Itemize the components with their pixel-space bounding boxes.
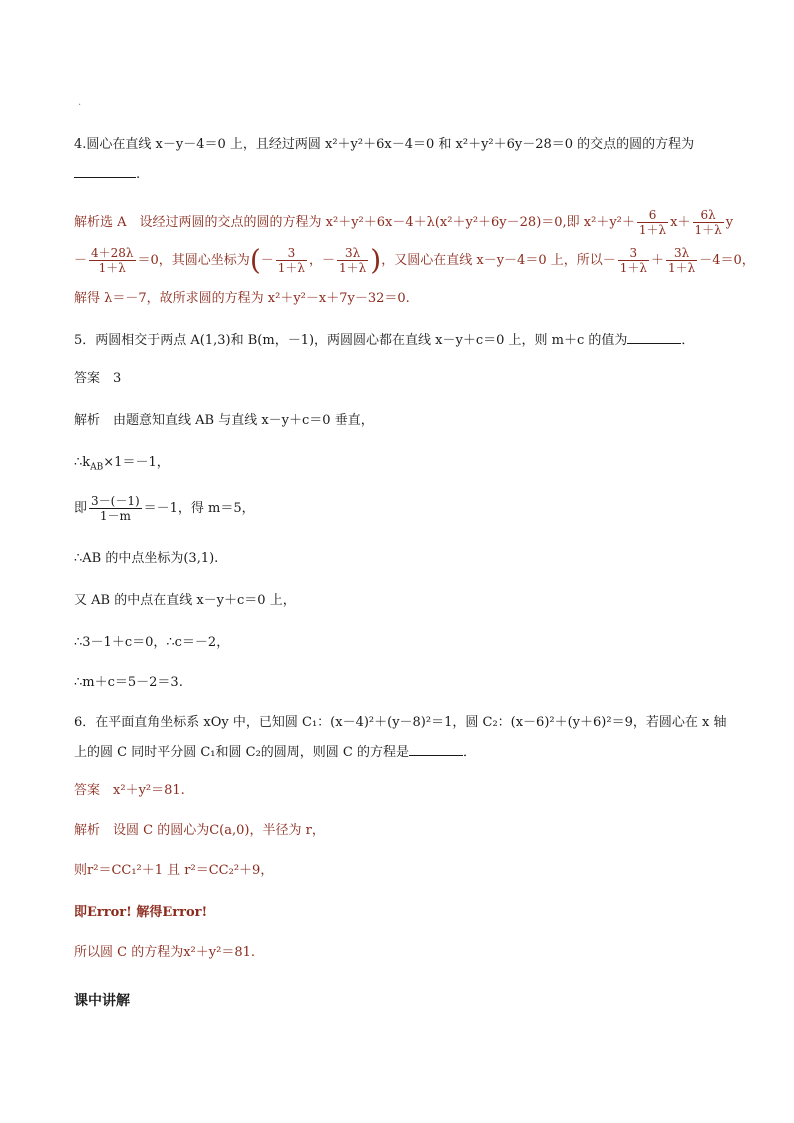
q6-answer-blank — [409, 742, 463, 756]
q4-solution-line1: 解析选 A 设经过两圆的交点的圆的方程为 x²＋y²＋6x－4＋λ(x²＋y²＋6y－28)＝0,即 x²＋y²＋ $\frac{6}{1+\lambda}$ x＋ $\frac{6\lambda}{1+\lambda}$ y — [74, 208, 734, 237]
q6-answer: 答案 x²＋y²＝81. — [74, 783, 185, 798]
fraction: $\frac{3\lambda}{1+\lambda}$ — [339, 246, 367, 275]
fraction: $\frac{6\lambda}{1+\lambda}$ — [694, 208, 722, 237]
fraction: $\frac{3}{1+\lambda}$ — [277, 246, 306, 275]
q5-solution-line3: 即 $\frac{3-(-1)}{1-m}$ ＝－1，得 m＝5， — [74, 494, 255, 523]
fraction: $\frac{4+28\lambda}{1+\lambda}$ — [91, 246, 134, 275]
q5-stem: 5．两圆相交于两点 A(1,3)和 B(m，－1)，两圆圆心都在直线 x－y＋c＝0 上，则 m＋c 的值为 ． — [74, 330, 694, 350]
q5-solution-line1: 解析 由题意知直线 AB 与直线 x－y＋c＝0 垂直， — [74, 413, 374, 428]
q4-solution-line3: 解得 λ＝－7，故所求圆的方程为 x²＋y²－x＋7y－32＝0. — [74, 291, 410, 306]
q5-solution-line7: ∴m＋c＝5－2＝3. — [74, 675, 183, 690]
q5-solution-line4: ∴AB 的中点坐标为(3,1). — [74, 551, 219, 566]
q5-solution-line5: 又 AB 的中点在直线 x－y＋c＝0 上， — [74, 593, 296, 608]
q4-answer-blank-line: . — [74, 164, 140, 184]
q5-answer: 答案 3 — [74, 371, 122, 386]
q5-answer-blank — [627, 330, 681, 344]
q6-solution-line4: 所以圆 C 的方程为x²＋y²＝81. — [74, 945, 255, 960]
section-heading: 课中讲解 — [74, 993, 130, 1009]
q5-solution-line2: $\therefore k_{AB}\times 1=-1$， — [74, 455, 170, 473]
q6-solution-line3: 即Error! 解得Error! — [74, 905, 208, 920]
q5-solution-line6: ∴3－1＋c＝0，∴c＝－2， — [74, 635, 230, 650]
q4-answer-blank — [74, 164, 136, 178]
q6-solution-line1: 解析 设圆 C 的圆心为C(a,0)，半径为 r， — [74, 823, 325, 838]
q4-solution-line2: － $\frac{4+28\lambda}{1+\lambda}$ ＝0，其圆心坐标为(－ $\frac{3}{1+\lambda}$ ，－ $\frac{3\lambda}{1+\lambda}$ )，又圆心在直线 x－y－4＝0 上，所以－ $\frac{3}{1+\lambda}$ ＋ $\frac{3\lambda}{1+\lambda}$ －4＝0， — [74, 243, 755, 277]
q4-stem: 4.圆心在直线 x－y－4＝0 上，且经过两圆 x²＋y²＋6x－4＝0 和 x²＋y²＋6y－28＝0 的交点的圆的方程为 — [74, 137, 695, 152]
q6-stem-line2: 上的圆 C 同时平分圆 C₁和圆 C₂的圆周，则圆 C 的方程是 ． — [74, 742, 476, 762]
q6-stem-line1: 6．在平面直角坐标系 xOy 中，已知圆 C₁：(x－4)²＋(y－8)²＝1，圆 C₂：(x－6)²＋(y＋6)²＝9，若圆心在 x 轴 — [74, 715, 727, 730]
fraction: $\frac{3\lambda}{1+\lambda}$ — [667, 246, 696, 275]
q6-solution-line2: 则r²＝CC₁²＋1 且 r²＝CC₂²＋9， — [74, 863, 274, 878]
fraction: $\frac{3}{1+\lambda}$ — [619, 246, 647, 275]
fraction: $\frac{6}{1+\lambda}$ — [638, 208, 667, 237]
fraction: $\frac{3-(-1)}{1-m}$ — [91, 494, 140, 523]
stray-mark: · — [78, 100, 82, 111]
